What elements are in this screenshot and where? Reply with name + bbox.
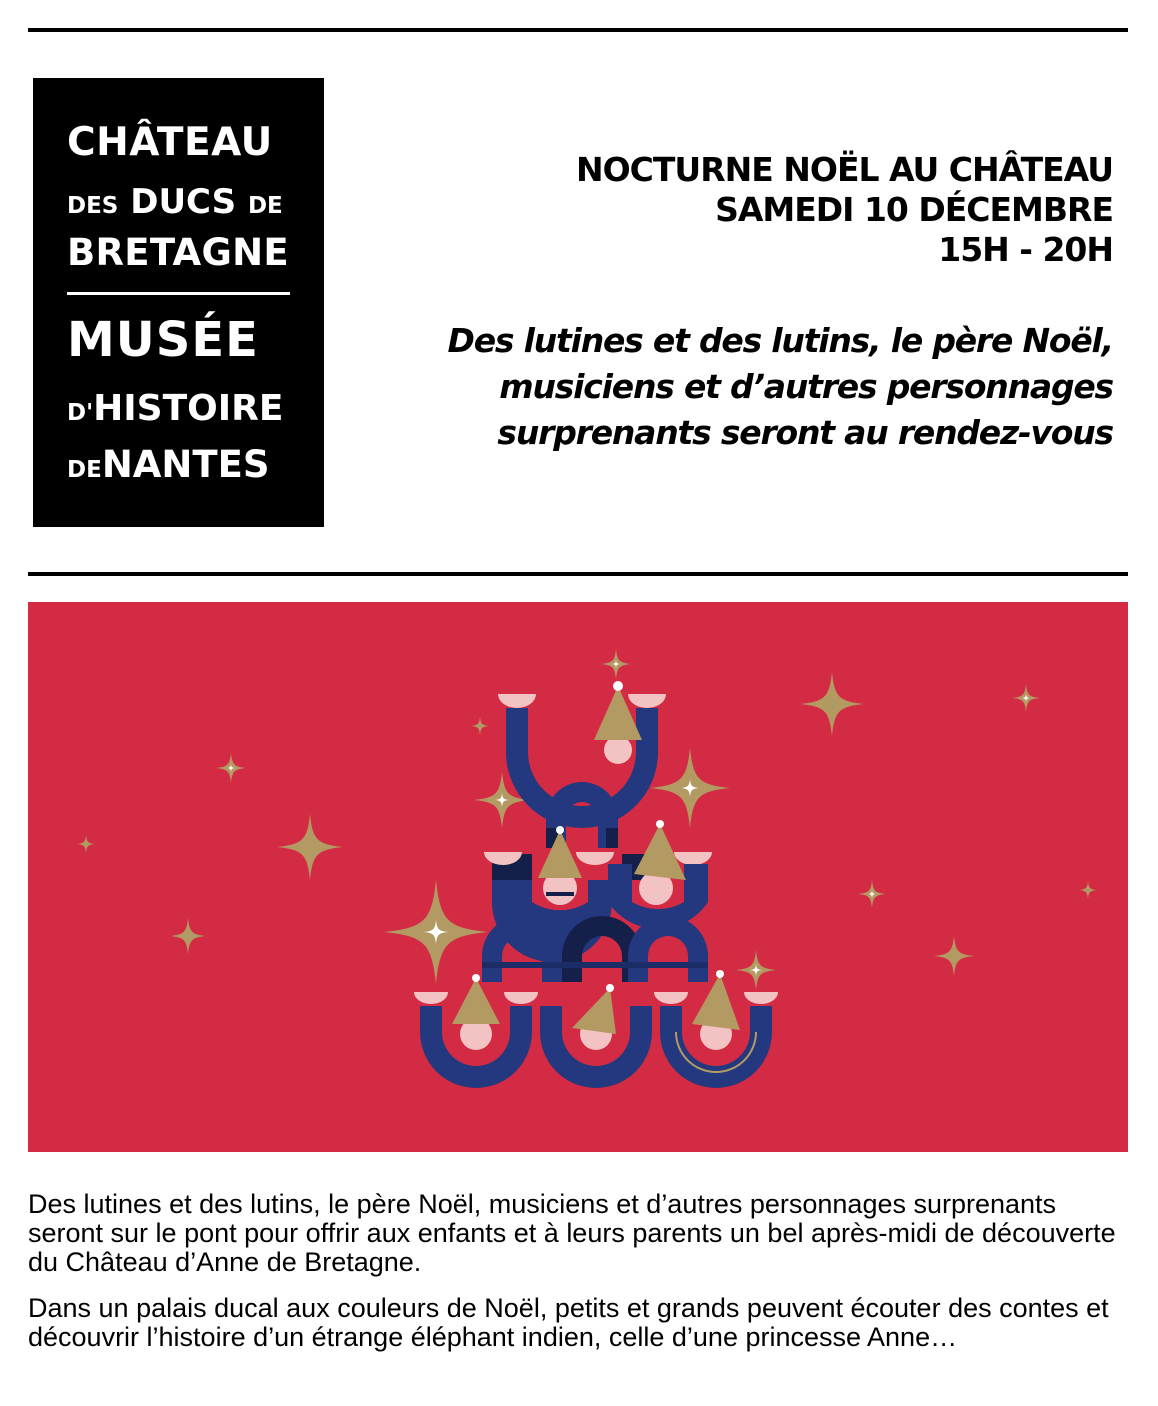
article-body [28,1190,1138,1369]
event-date: SAMEDI 10 DÉCEMBRE [715,190,1113,229]
event-info [576,150,1113,270]
body-paragraph-1: Des lutines et des lutins, le père Noël, musiciens et d’autres personnages surprenants seront sur le pont pour offrir aux enfants et à leurs parents un bel après-midi de découverte du Château d’Anne de Bretagne. [28,1189,1116,1277]
logo-line-musee: MUSÉE [67,312,259,368]
logo-histoire: HISTOIRE [93,388,284,429]
logo-line-bretagne: BRETAGNE [67,231,289,274]
middle-divider [28,572,1128,576]
logo-line-nantes [67,443,290,486]
christmas-banner[interactable] [28,602,1128,1152]
logo-line-ducs [67,182,290,222]
logo-line-chateau: CHÂTEAU [67,120,273,165]
event-tagline [448,318,1113,456]
logo-de-2: DE [67,457,102,483]
logo-nantes: NANTES [101,443,270,486]
elves-tower-illustration [28,602,1128,1152]
tagline-line-1: Des lutines et des lutins, le père Noël, [447,321,1113,360]
event-time: 15H - 20H [938,230,1113,269]
tagline-line-3: surprenants seront au rendez-vous [497,413,1113,452]
top-divider [28,28,1128,32]
logo-divider [67,292,290,295]
logo-des: DES [67,193,119,219]
event-title: NOCTURNE NOËL AU CHÂTEAU [576,150,1113,189]
logo-line-histoire [67,388,290,429]
tagline-line-2: musiciens et d’autres personnages [499,367,1113,406]
logo-d: D' [67,400,94,426]
museum-logo[interactable] [33,78,324,527]
body-paragraph-2: Dans un palais ducal aux couleurs de Noël, petits et grands peuvent écouter des contes et découvrir l’histoire d’un étrange éléphant indien, celle d’une princesse Anne… [28,1293,1109,1352]
logo-de: DE [247,193,283,219]
logo-ducs: DUCS [130,182,237,222]
elves-tower [414,681,778,1088]
